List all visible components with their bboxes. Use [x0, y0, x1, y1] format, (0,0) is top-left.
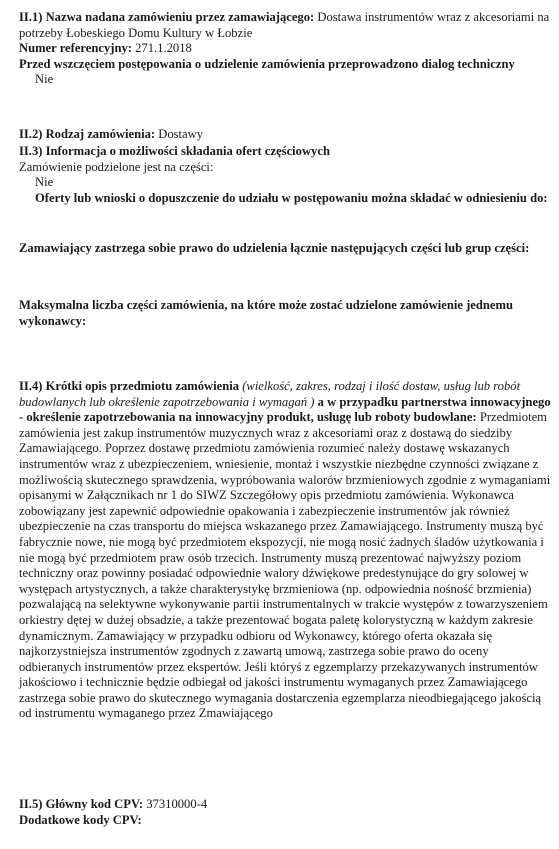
partial-orders-line: Zamówienie podzielone jest na części: — [19, 159, 214, 174]
max-parts-text: Maksymalna liczba części zamówienia, na które może zostać udzielone zamówienie jednemu wykonawcy: — [19, 298, 513, 328]
cpv-main-value: 37310000-4 — [146, 797, 208, 811]
ii-1-name-line — [19, 10, 551, 41]
technical-dialog-question: Przed wszczęciem postępowania o udzielenie zamówienia przeprowadzono dialog techniczny — [19, 56, 515, 71]
reference-number-value: 271.1.2018 — [135, 41, 192, 56]
reference-number-line — [19, 41, 551, 57]
section-ii-3 — [19, 144, 551, 206]
section-ii-1 — [19, 10, 551, 88]
reserve-right-text: Zamawiający zastrzega sobie prawo do udzielenia łącznie następujących części lub grup części: — [19, 241, 530, 255]
cpv-additional-label: Dodatkowe kody CPV: — [19, 812, 142, 827]
ii-1-label: II.1) Nazwa nadana zamówieniu przez zamawiającego: — [19, 10, 315, 24]
offers-scope-question: Oferty lub wnioski o dopuszczenie do udziału w postępowaniu można składać w odniesieniu do: — [35, 190, 548, 205]
partial-orders-answer: Nie — [35, 175, 54, 190]
ii-2-line — [19, 127, 551, 143]
technical-dialog-answer: Nie — [35, 72, 54, 87]
section-ii-4 — [19, 379, 551, 722]
reference-number-label: Numer referencyjny: — [19, 41, 132, 56]
cpv-main-line — [19, 797, 551, 813]
cpv-main-label: II.5) Główny kod CPV: — [19, 797, 144, 811]
section-ii-5 — [19, 797, 551, 828]
ii-3-label: II.3) Informacja o możliwości składania ofert częściowych — [19, 144, 330, 158]
ii-2-label: II.2) Rodzaj zamówienia: — [19, 127, 156, 141]
ii-4-description: Przedmiotem zamówienia jest zakup instrumentów muzycznych wraz z akcesoriami oraz z dostawą do siedziby Zamawiającego. Poprzez dostawę przedmiotu zamówienia rozumieć należy dostawę wskazanych instrumentów wraz z ubezpieczeniem, wniesienie, montaż i wszystkie niezbędne czynności związane z możliwością skutecznego sprawdzenia, wypróbowania walorów brzmieniowych zgodnie z wymaganiami opisanymi w Załącznikach nr 1 do SIWZ Szczegółowy opis przedmiotu zamówienia. Wykonawca zobowiązany jest zapewnić odpowiednie opakowania i zabezpieczenie instrumentów jak również ubezpieczenie na czas transportu do miejsca wskazanego przez Zamawiającego. Instrumenty muszą być fabrycznie nowe, nie mogą być przedmiotem ekspozycji, nie mogą nosić żadnych śladów użytkowania i nie mogą być przedmiotem praw osób trzecich. Instrumenty muszą prezentować najwyższy poziom techniczny oraz powinny posiadać odpowiednie walory dźwiękowe predestynujące do gry solowej w występach artystycznych, a także charakterystykę brzmieniowa (np. odpowiednia nośność brzmienia) pozwalającą na selektywne wykonywanie partii instrumentalnych w trakcie występów z towarzyszeniem orkiestry dętej w dużej obsadzie, a także prezentować bogata paletę kolorystyczną w każdym zakresie dynamicznym. Zamawiający w przypadku odbioru od Wykonawcy, którego oferta okazała się najkorzystniejsza instrumentów zgodnych z zawartą umową, zastrzega sobie prawo do oceny odbieranych instrumentów przez ekspertów. Jeśli któryś z egzemplarzy przekazywanych instrumentów jakościowo i technicznie będzie odbiegał od jakości instrumentu wymaganych przez Zamawiającego zastrzega sobie prawo do skutecznego wymagania dostarczenia egzemplarza nieodbiegającego jakością od instrumentu wymaganego przez Zmawiającego — [19, 410, 551, 721]
ii-1-value: Dostawa instrumentów wraz z akcesoriami na potrzeby Łobeskiego Domu Kultury w Łobzie — [19, 10, 550, 40]
ii-4-italic-note: (wielkość, zakres, rodzaj i ilość dostaw, usług lub robót budowlanych lub określenie zapotrzebowania i wymagań ) — [19, 379, 521, 409]
ii-4-paragraph — [19, 379, 551, 722]
reserve-right-block — [19, 241, 551, 257]
max-parts-block — [19, 298, 551, 329]
ii-2-value: Dostawy — [158, 127, 204, 141]
ii-4-label: II.4) Krótki opis przedmiotu zamówienia — [19, 379, 240, 393]
ii-4-innovation-label: a w przypadku partnerstwa innowacyjnego - określenie zapotrzebowania na innowacyjny produkt, usługę lub roboty budowlane: — [19, 394, 551, 425]
section-ii-2 — [19, 127, 551, 143]
